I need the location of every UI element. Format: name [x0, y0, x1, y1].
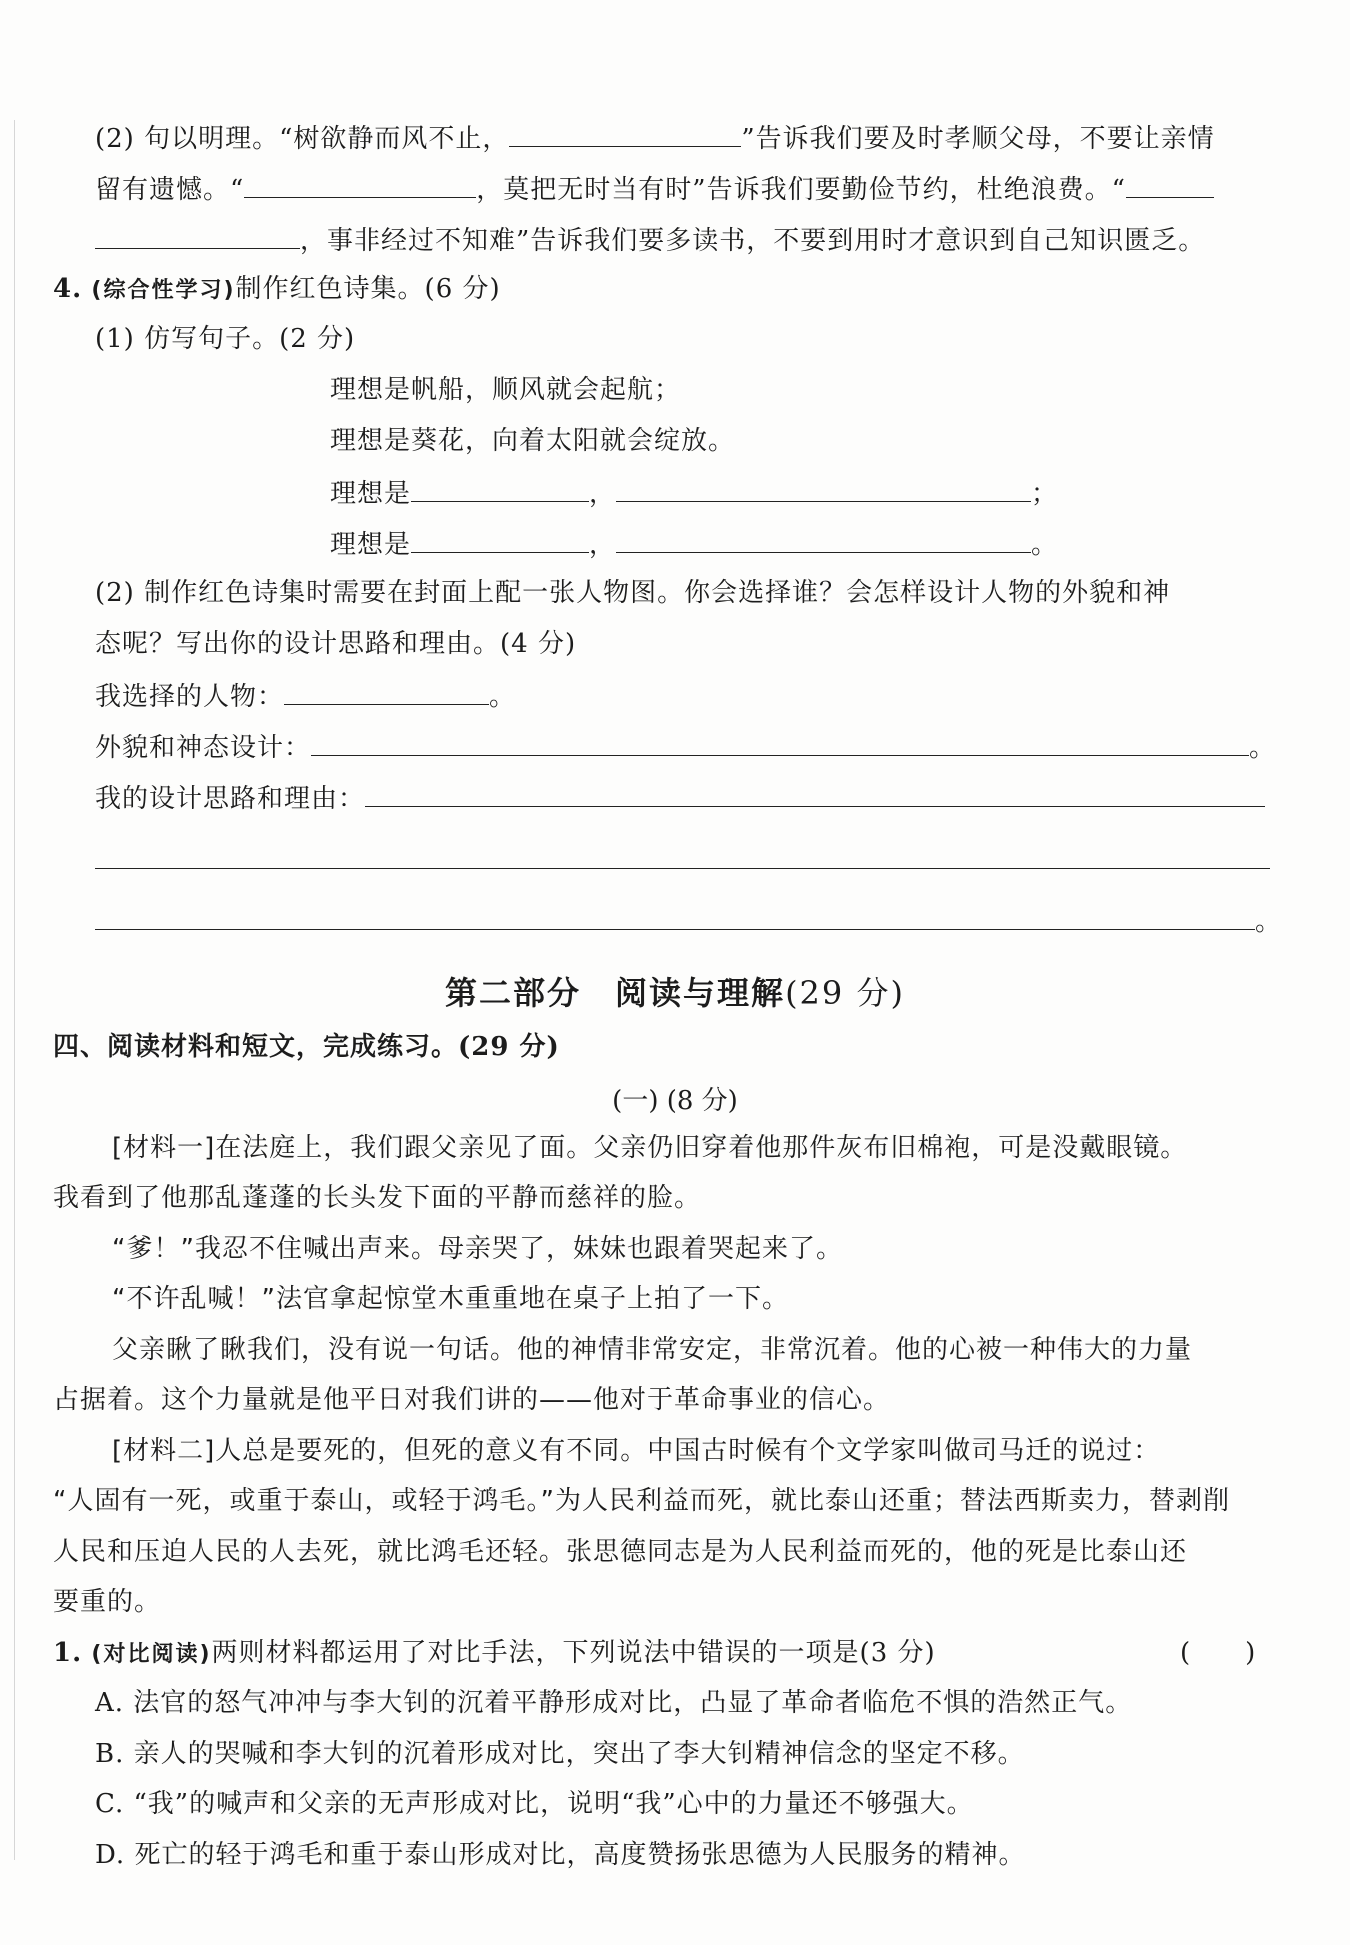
person-row — [95, 678, 516, 714]
question-number: 4. — [53, 274, 83, 304]
material2-line-2: “人固有一死，或重于泰山，或轻于鸿毛。”为人民利益而死，就比泰山还重；替法西斯卖力，替剥削 — [53, 1486, 1230, 1516]
period: 。 — [489, 682, 517, 712]
reason-row-3 — [95, 903, 1282, 939]
period: 。 — [1255, 907, 1283, 937]
poem-line-1: 理想是帆船，顺风就会起航； — [330, 375, 682, 405]
question1-stem — [53, 1636, 936, 1672]
comma: ， — [589, 530, 617, 560]
reason-row — [95, 780, 1265, 816]
period: 。 — [1249, 733, 1277, 763]
q3-line-2 — [95, 171, 1214, 207]
answer-blank[interactable] — [616, 475, 1031, 502]
option-c[interactable]: C. “我”的喊声和父亲的无声形成对比，说明“我”心中的力量还不够强大。 — [95, 1789, 974, 1819]
q3-text: ”告诉我们要及时孝顺父母，不要让亲情 — [741, 124, 1215, 154]
reason-row-2 — [95, 842, 1270, 878]
period: 。 — [1031, 530, 1059, 560]
material2-line-4: 要重的。 — [53, 1587, 162, 1617]
answer-blank[interactable] — [95, 222, 300, 249]
question-tag: (综合性学习) — [91, 278, 236, 303]
material1-line-3: “爹！”我忍不住喊出声来。母亲哭了，妹妹也跟着哭起来了。 — [112, 1234, 843, 1264]
material1-line-4: “不许乱喊！”法官拿起惊堂木重重地在桌子上拍了一下。 — [112, 1284, 789, 1314]
person-label: 我选择的人物： — [95, 682, 285, 712]
semicolon: ； — [1031, 479, 1059, 509]
option-a[interactable]: A. 法官的怒气冲冲与李大钊的沉着平静形成对比，凸显了革命者临危不惧的浩然正气。 — [95, 1688, 1133, 1718]
material2-label: [材料二] — [112, 1436, 216, 1466]
material1-line-6: 占据着。这个力量就是他平日对我们讲的——他对于革命事业的信心。 — [53, 1385, 891, 1415]
poem-line-3 — [330, 475, 1058, 511]
q4-sub2-line-2: 态呢？写出你的设计思路和理由。(4 分) — [95, 629, 577, 659]
section-four-heading: 四、阅读材料和短文，完成练习。(29 分) — [53, 1032, 560, 1062]
part2-title — [0, 968, 1350, 1014]
material1-line-1 — [112, 1131, 1187, 1165]
answer-blank[interactable] — [244, 171, 476, 198]
question-title: 制作红色诗集。(6 分) — [235, 274, 501, 304]
material2-line-1 — [112, 1434, 1160, 1468]
part2-title-text: 第二部分 阅读与理解 — [445, 974, 786, 1012]
reason-input[interactable] — [365, 780, 1265, 807]
poem-line-2: 理想是葵花，向着太阳就会绽放。 — [330, 426, 736, 456]
comma: ， — [589, 479, 617, 509]
reason-input[interactable] — [95, 903, 1255, 930]
q3-text: ，莫把无时当有时”告诉我们要勤俭节约，杜绝浪费。“ — [476, 175, 1126, 205]
q3-text: (2) 句以明理。“树欲静而风不止， — [95, 124, 510, 154]
material1-line-5: 父亲瞅了瞅我们，没有说一句话。他的神情非常安定，非常沉着。他的心被一种伟大的力量 — [112, 1335, 1193, 1365]
poem-line-4 — [330, 526, 1058, 562]
reason-input[interactable] — [95, 842, 1270, 869]
question-number: 1. — [53, 1638, 83, 1668]
material2-text: 人总是要死的，但死的意义有不同。中国古时候有个文学家叫做司马迁的说过： — [215, 1436, 1161, 1466]
q3-line-1 — [95, 120, 1215, 156]
answer-blank[interactable] — [1126, 171, 1214, 198]
q4-sub1: (1) 仿写句子。(2 分) — [95, 324, 356, 354]
material1-text: 在法庭上，我们跟父亲见了面。父亲仍旧穿着他那件灰布旧棉袍，可是没戴眼镜。 — [215, 1133, 1188, 1163]
appearance-label: 外貌和神态设计： — [95, 733, 312, 763]
option-b[interactable]: B. 亲人的哭喊和李大钊的沉着形成对比，突出了李大钊精神信念的坚定不移。 — [95, 1739, 1025, 1769]
q3-line-3 — [95, 222, 1205, 258]
poem-prefix: 理想是 — [330, 530, 412, 560]
answer-blank[interactable] — [411, 475, 589, 502]
reason-label: 我的设计思路和理由： — [95, 784, 366, 814]
material1-line-2: 我看到了他那乱蓬蓬的长头发下面的平静而慈祥的脸。 — [53, 1183, 702, 1213]
appearance-row — [95, 729, 1276, 765]
part2-score: (29 分) — [785, 974, 905, 1012]
answer-paren[interactable]: ( ) — [1180, 1638, 1257, 1668]
subsection-one: (一) (8 分) — [612, 1086, 738, 1116]
question-text: 两则材料都运用了对比手法，下列说法中错误的一项是(3 分) — [211, 1638, 936, 1668]
poem-prefix: 理想是 — [330, 479, 412, 509]
q3-text: ，事非经过不知难”告诉我们要多读书，不要到用时才意识到自己知识匮乏。 — [300, 226, 1206, 256]
answer-blank[interactable] — [509, 120, 741, 147]
answer-blank[interactable] — [616, 526, 1031, 553]
answer-blank[interactable] — [411, 526, 589, 553]
material1-label: [材料一] — [112, 1133, 216, 1163]
question-tag: (对比阅读) — [91, 1642, 212, 1667]
q3-text: 留有遗憾。“ — [95, 175, 245, 205]
person-input[interactable] — [284, 678, 489, 705]
material2-line-3: 人民和压迫人民的人去死，就比鸿毛还轻。张思德同志是为人民利益而死的，他的死是比泰山还 — [53, 1537, 1188, 1567]
q4-sub2-line-1: (2) 制作红色诗集时需要在封面上配一张人物图。你会选择谁？会怎样设计人物的外貌和神 — [95, 578, 1171, 608]
appearance-input[interactable] — [311, 729, 1249, 756]
q4-heading — [53, 272, 501, 308]
option-d[interactable]: D. 死亡的轻于鸿毛和重于泰山形成对比，高度赞扬张思德为人民服务的精神。 — [95, 1840, 1026, 1870]
